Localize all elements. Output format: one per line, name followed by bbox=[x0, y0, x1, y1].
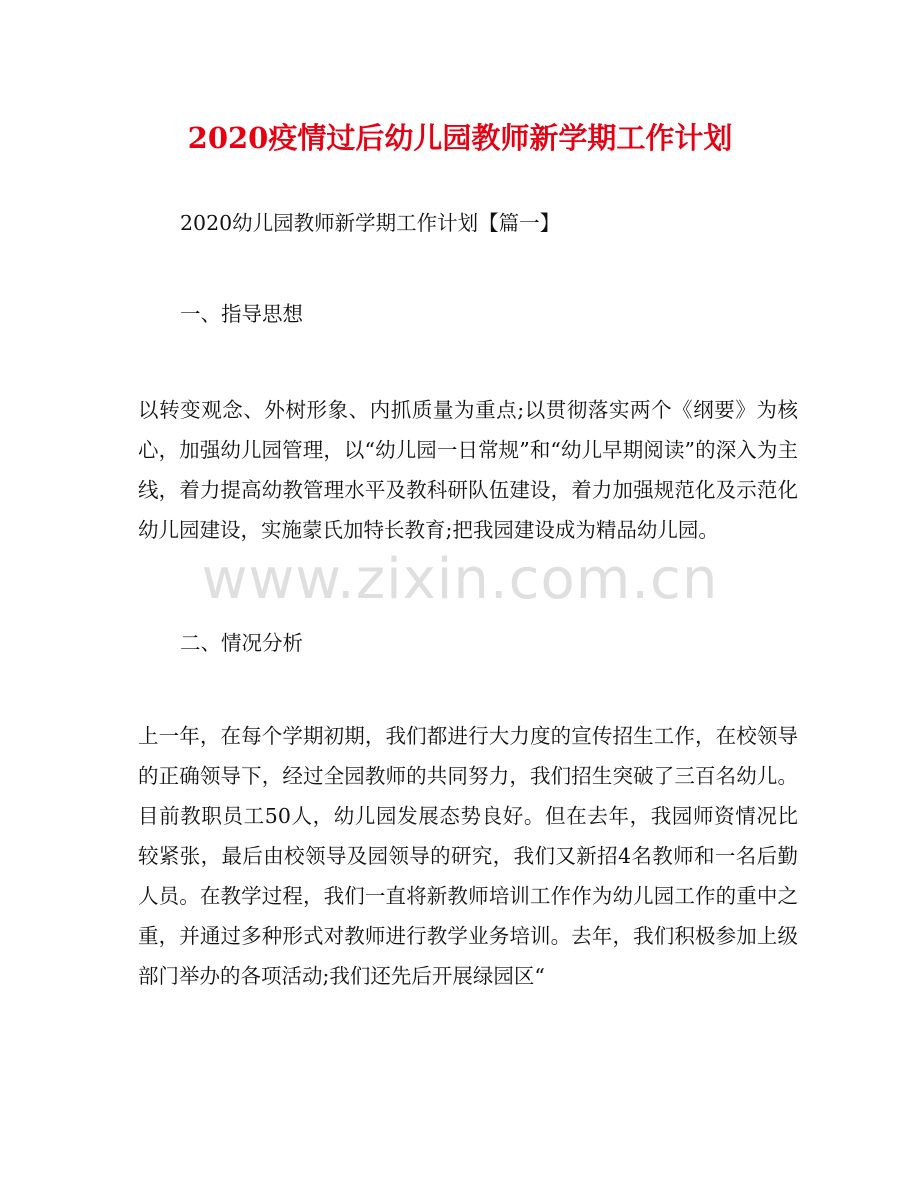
paragraph-guiding-ideology: 以转变观念、外树形象、内抓质量为重点;以贯彻落实两个《纲要》为核心，加强幼儿园管理，以“幼儿园一日常规”和“幼儿早期阅读”的深入为主线，着力提高幼教管理水平及教科研队伍建设，着力加强规范化及示范化幼儿园建设，实施蒙氏加特长教育;把我园建设成为精品幼儿园。 bbox=[138, 398, 798, 542]
section-heading-guiding-ideology: 一、指导思想 bbox=[180, 302, 303, 326]
document-subtitle: 2020幼儿园教师新学期工作计划【篇一】 bbox=[180, 211, 561, 235]
section-heading-situation-analysis: 二、情况分析 bbox=[180, 631, 303, 655]
document-title: 2020疫情过后幼儿园教师新学期工作计划 bbox=[187, 121, 733, 155]
watermark-text: www.zixin.com.cn bbox=[201, 547, 719, 612]
paragraph-situation-analysis: 上一年，在每个学期初期，我们都进行大力度的宣传招生工作，在校领导的正确领导下，经过全园教师的共同努力，我们招生突破了三百名幼儿。目前教职员工50人，幼儿园发展态势良好。但在去年，我园师资情况比较紧张，最后由校领导及园领导的研究，我们又新招4名教师和一名后勤人员。在教学过程，我们一直将新教师培训工作作为幼儿园工作的重中之重，并通过多种形式对教师进行教学业务培训。去年，我们积极参加上级部门举办的各项活动;我们还先后开展绿园区“ bbox=[138, 724, 798, 988]
